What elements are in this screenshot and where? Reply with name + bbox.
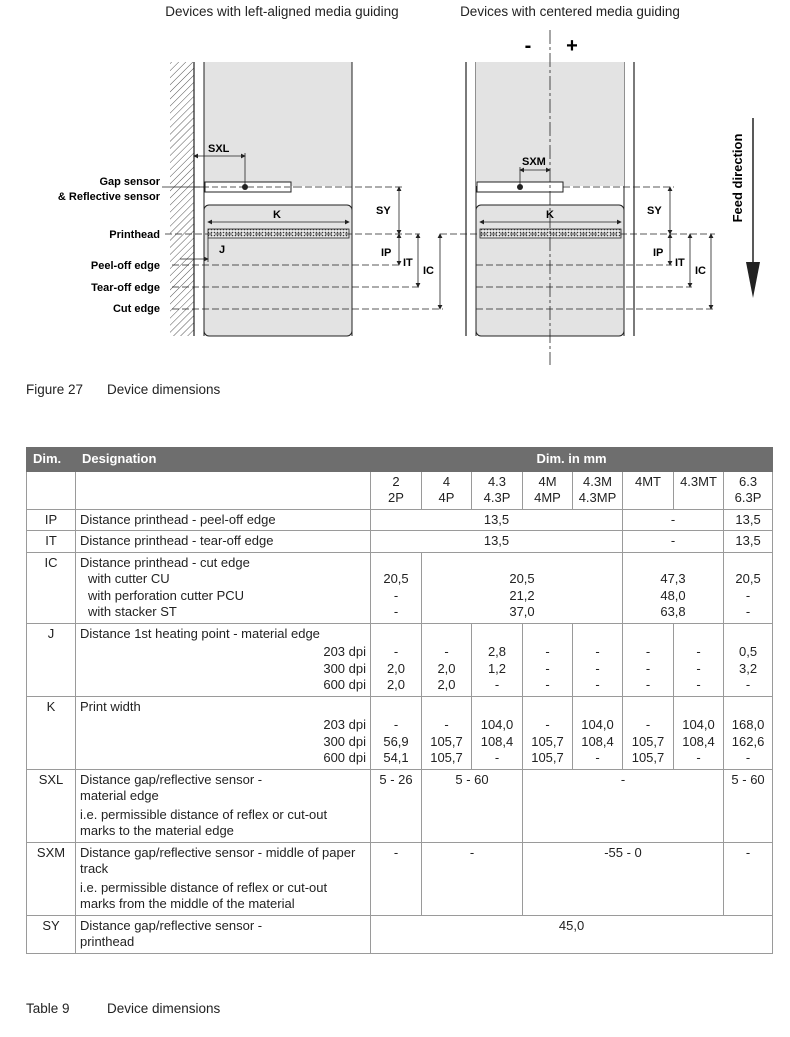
dim-ic-left: IC [423,265,434,277]
table-cell [27,471,76,509]
table-cell: 104,0 108,4 - [573,696,623,769]
table-cell [76,471,371,509]
table-cell: 2,8 1,2 - [472,623,523,696]
label-tear-off-edge: Tear-off edge [91,282,160,294]
table-cell: - [422,842,523,915]
dim-ip-right: IP [653,247,664,259]
table-cell: IC [27,552,76,623]
table-cell: Distance gap/reflective sensor - printhead [76,915,371,953]
figure-caption: Figure 27 Device dimensions [26,382,221,397]
model-43mt: 4.3MT [674,471,724,509]
table-cell: 20,5 21,2 37,0 [422,552,623,623]
dim-j: J [219,244,226,256]
table-cell: - 105,7 105,7 [523,696,573,769]
table-row-sxm [27,842,773,915]
dim-sxl: SXL [208,143,230,155]
table-cell: 13,5 [724,531,773,553]
model-2: 2 2P [371,471,422,509]
table-cell: - 2,0 2,0 [422,623,472,696]
table-cell: Distance 1st heating point - material edge 203 dpi 300 dpi 600 dpi [76,623,371,696]
table-cell: - [623,509,724,531]
model-row [27,471,773,509]
dim-k-left: K [273,209,281,221]
table-cell: - - - [674,623,724,696]
dim-sy-left: SY [376,205,391,217]
table-cell: 0,5 3,2 - [724,623,773,696]
table-cell: Distance printhead - tear-off edge [76,531,371,553]
dim-it-left: IT [403,257,413,269]
header-designation: Designation [76,448,371,472]
feed-arrowhead-icon [746,262,760,298]
table-cell: - 105,7 105,7 [422,696,472,769]
table-cell: - 2,0 2,0 [371,623,422,696]
table-cell: SXM [27,842,76,915]
table-cell: 13,5 [371,509,623,531]
printhead-left [208,229,349,238]
model-43m: 4.3M 4.3MP [573,471,623,509]
table-cell: - [724,842,773,915]
table-cell: 104,0 108,4 - [472,696,523,769]
table-cell: 5 - 60 [724,769,773,842]
table-caption: Table 9 Device dimensions [26,1001,221,1016]
label-left [204,205,352,336]
table-cell: 5 - 60 [422,769,523,842]
table-cell: - [623,531,724,553]
table-row-sy [27,915,773,953]
plus-sign: + [566,35,578,57]
table-row-j [27,623,773,696]
header-dim-mm: Dim. in mm [371,448,773,472]
table-cell: - - - [523,623,573,696]
dimensions-table [26,447,773,954]
table-cell: - 105,7 105,7 [623,696,674,769]
table-cell: Print width 203 dpi 300 dpi 600 dpi [76,696,371,769]
header-dim: Dim. [27,448,76,472]
table-cell: Distance gap/reflective sensor - material edge i.e. permissible distance of reflex or cut-out marks to the material edge [76,769,371,842]
table-cell: 13,5 [724,509,773,531]
table-cell: 5 - 26 [371,769,422,842]
table-cell: Distance printhead - cut edge with cutter CU with perforation cutter PCU with stacker ST [76,552,371,623]
table-row-ip [27,509,773,531]
table-cell: Distance gap/reflective sensor - middle of paper track i.e. permissible distance of reflex or cut-out marks from the middle of the material [76,842,371,915]
table-cell: 13,5 [371,531,623,553]
dim-ic-right: IC [695,265,706,277]
model-4mt: 4MT [623,471,674,509]
dim-k-right: K [546,209,554,221]
table-cell: J [27,623,76,696]
table-row-it [27,531,773,553]
minus-sign: - [524,35,532,57]
table-cell: Distance printhead - peel-off edge [76,509,371,531]
table-cell: IT [27,531,76,553]
table-header-row [27,448,773,472]
table-cell: 168,0 162,6 - [724,696,773,769]
table-cell: SY [27,915,76,953]
device-dimensions-diagram [0,0,790,380]
table-cell: - [371,842,422,915]
label-reflective-sensor: & Reflective sensor [57,191,160,203]
table-cell: IP [27,509,76,531]
model-43: 4.3 4.3P [472,471,523,509]
table-cell: 20,5 - - [371,552,422,623]
table-cell: -55 - 0 [523,842,724,915]
title-right: Devices with centered media guiding [460,4,680,19]
table-cell: 45,0 [371,915,773,953]
label-cut-edge: Cut edge [112,303,160,315]
guide-wall-hatch [170,62,194,336]
dim-ip-left: IP [381,247,392,259]
table-cell: 20,5 - - [724,552,773,623]
model-63: 6.3 6.3P [724,471,773,509]
label-printhead: Printhead [109,229,160,241]
table-cell: - 56,9 54,1 [371,696,422,769]
model-4: 4 4P [422,471,472,509]
table-cell: K [27,696,76,769]
table-cell: SXL [27,769,76,842]
table-row-k [27,696,773,769]
dim-sxm: SXM [522,156,546,168]
label-peel-off-edge: Peel-off edge [90,260,160,272]
table-cell: 47,3 48,0 63,8 [623,552,724,623]
label-gap-sensor: Gap sensor [99,176,160,188]
dim-sy-right: SY [647,205,662,217]
table-cell: - - - [573,623,623,696]
table-cell: - - - [623,623,674,696]
table-cell: - [523,769,724,842]
model-4m: 4M 4MP [523,471,573,509]
printhead-right [480,229,621,238]
table-cell: 104,0 108,4 - [674,696,724,769]
feed-direction-label: Feed direction [730,133,745,223]
dim-it-right: IT [675,257,685,269]
title-left: Devices with left-aligned media guiding [165,4,399,19]
table-row-ic [27,552,773,623]
table-row-sxl [27,769,773,842]
